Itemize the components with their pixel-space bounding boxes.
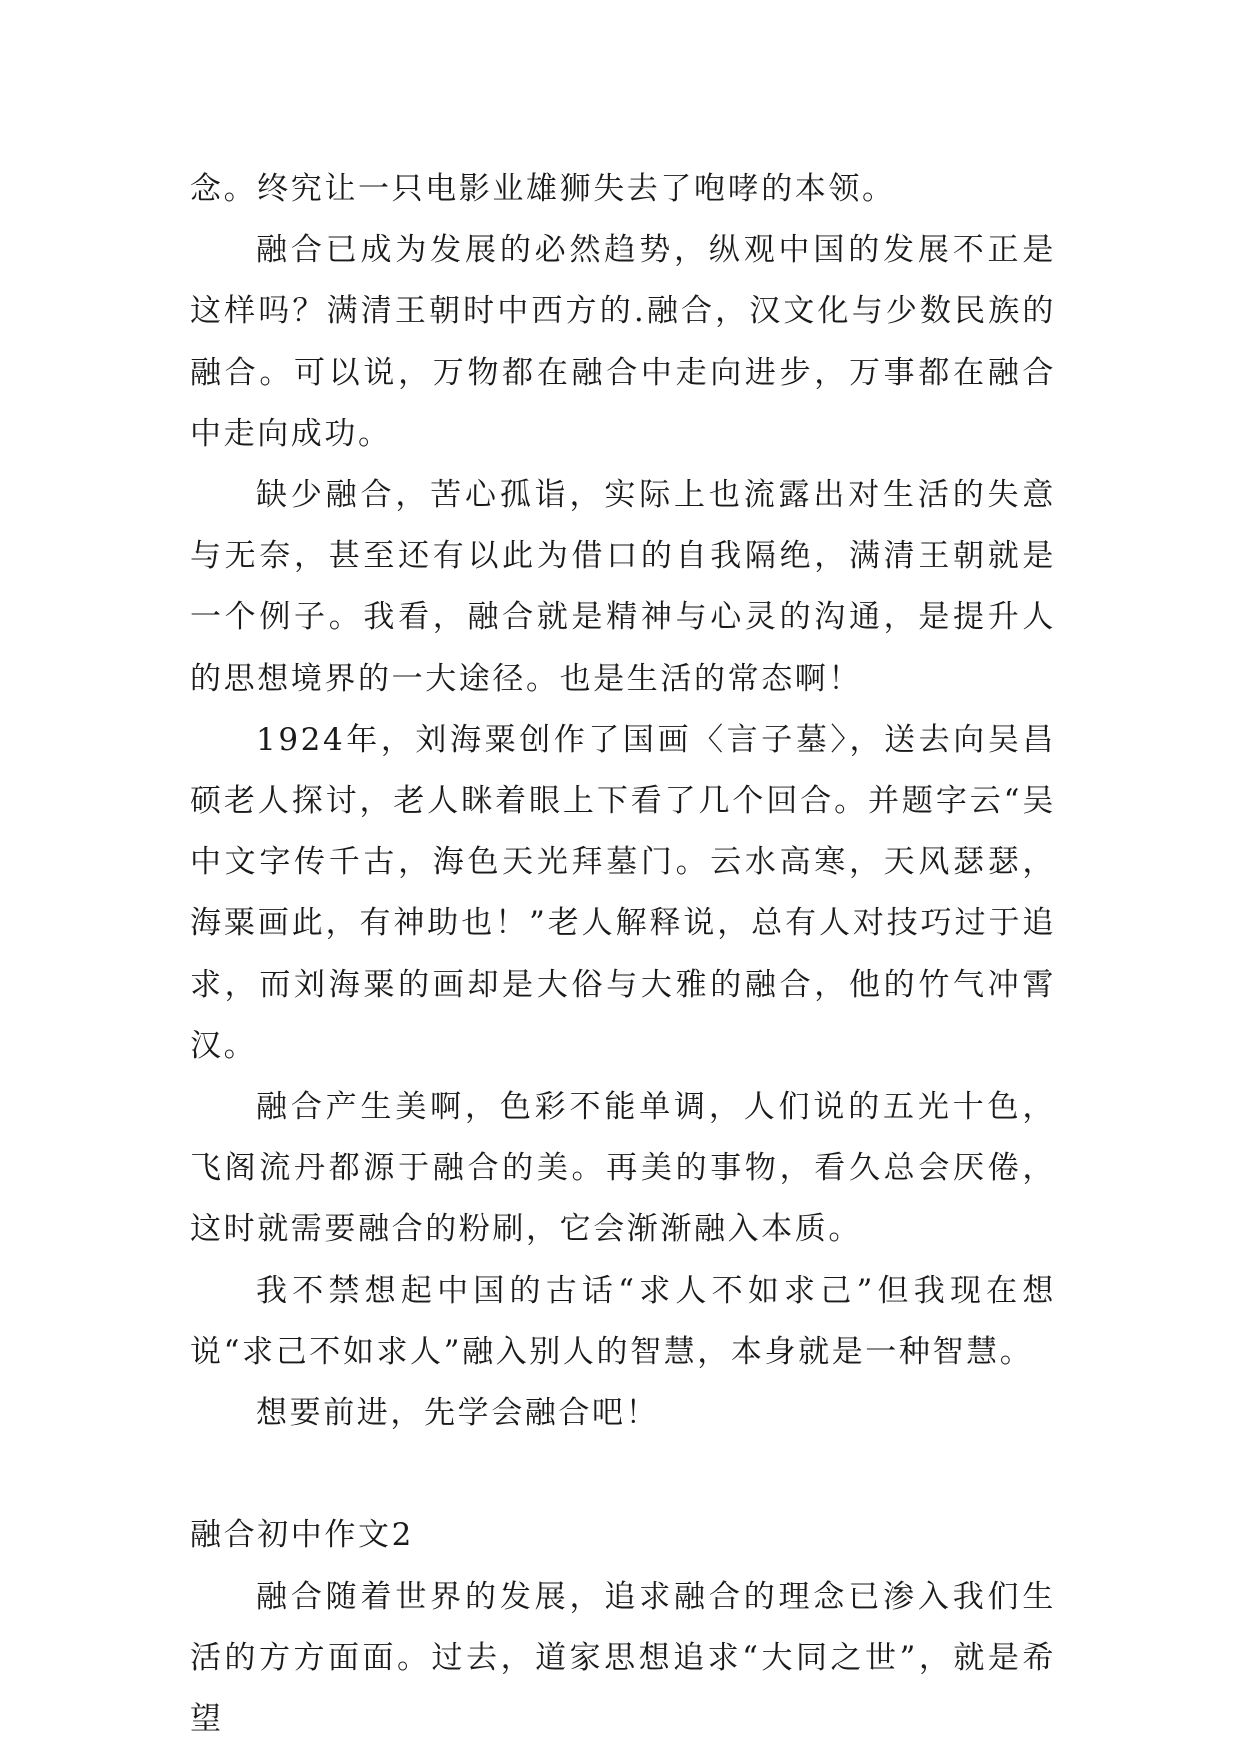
paragraph-8: 融合随着世界的发展，追求融合的理念已渗入我们生活的方方面面。过去，道家思想追求“大同之世”，就是希望 (190, 1578, 1056, 1738)
paragraph-1: 念。终究让一只电影业雄狮失去了咆哮的本领。 (190, 171, 896, 207)
paragraph-3: 缺少融合，苦心孤诣，实际上也流露出对生活的失意与无奈，甚至还有以此为借口的自我隔绝，满清王朝就是一个例子。我看，融合就是精神与心灵的沟通，是提升人的思想境界的一大途径。也是生活的常态啊！ (190, 477, 1056, 697)
paragraph-6: 我不禁想起中国的古话“求人不如求己”但我现在想说“求己不如求人”融入别人的智慧，本身就是一种智慧。 (190, 1272, 1056, 1370)
section-heading: 融合初中作文2 (190, 1517, 414, 1554)
paragraph-2: 融合已成为发展的必然趋势，纵观中国的发展不正是这样吗？满清王朝时中西方的.融合，汉文化与少数民族的融合。可以说，万物都在融合中走向进步，万事都在融合中走向成功。 (190, 232, 1056, 452)
paragraph-7: 想要前进，先学会融合吧！ (256, 1395, 660, 1432)
document-body (190, 159, 1056, 1750)
paragraph-4: 1924年，刘海粟创作了国画〈言子墓〉，送去向吴昌硕老人探讨，老人眯着眼上下看了几个回合。并题字云“吴中文字传千古，海色天光拜墓门。云水高寒，天风瑟瑟，海粟画此，有神助也！”老人解释说，总有人对技巧过于追求，而刘海粟的画却是大俗与大雅的融合，他的竹气冲霄汉。 (190, 721, 1056, 1064)
paragraph-5: 融合产生美啊，色彩不能单调，人们说的五光十色，飞阁流丹都源于融合的美。再美的事物，看久总会厌倦，这时就需要融合的粉刷，它会渐渐融入本质。 (190, 1089, 1056, 1248)
